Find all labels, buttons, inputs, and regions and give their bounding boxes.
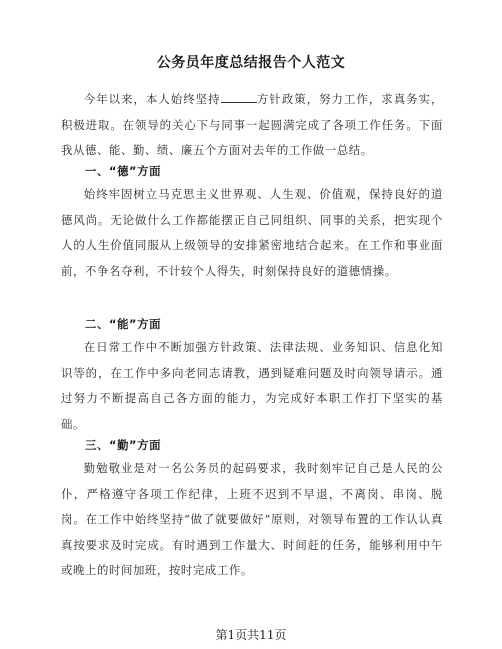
section-paragraph-qin: 勤勉敬业是对一名公务员的起码要求，我时刻牢记自己是人民的公仆，严格遵守各项工作纪律，上班不迟到不早退，不离岗、串岗、脱岗。在工作中始终坚持“做了就要做好”原则，对领导布置的工作认认真真按要求及时完成。有时遇到工作量大、时间赶的任务，能够利用中午或晚上的时间加班，按时完成工作。: [61, 461, 443, 577]
intro-text-part1: 今年以来，本人始终坚持: [83, 92, 221, 106]
section-paragraph-de: 始终牢固树立马克思主义世界观、人生观、价值观，保持良好的道德风尚。无论做什么工作都能摆正自己同组织、同事的关系，把实现个人的人生价值同服从上级领导的安排紧密地结合起来。在工作和事业面前，不争名夺利，不计较个人得失，时刻保持良好的道德情操。: [61, 187, 443, 278]
section-heading-neng: 二、“能”方面: [85, 317, 162, 331]
section-heading-qin: 三、“勤”方面: [85, 438, 162, 452]
intro-text-part2: 方针政策，努力工作，求真务实，积极进取。在领导的关心下与同事一起圆满完成了各项工作任务。下面我从德、能、勤、绩、廉五个方面对去年的工作做一总结。: [61, 92, 443, 157]
fill-in-blank: [221, 92, 257, 103]
section-paragraph-neng: 在日常工作中不断加强方针政策、法律法规、业务知识、信息化知识等的，在工作中多向老同志请教，遇到疑难问题及时向领导请示。通过努力不断提高自己各方面的能力，为完成好本职工作打下坚实的基础。: [61, 340, 443, 431]
section-heading-de: 一、“德”方面: [85, 164, 162, 178]
document-title: 公务员年度总结报告个人范文: [156, 55, 346, 71]
intro-paragraph: [61, 87, 443, 164]
page-number-footer: 第1页共11页: [215, 628, 287, 642]
